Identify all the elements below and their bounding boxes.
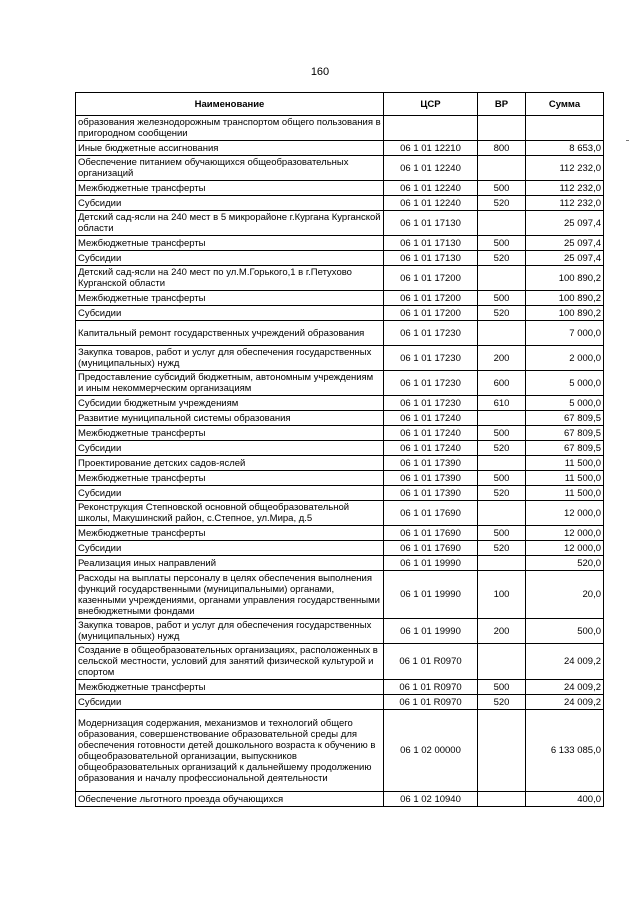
row-csr-cell: 06 1 01 R0970 xyxy=(384,680,478,695)
row-csr-cell: 06 1 01 17240 xyxy=(384,441,478,456)
row-name-cell: Расходы на выплаты персоналу в целях обеспечения выполнения функций государственными (муниципальными) органами, казенными учреждениями, органами управления государственными внебюджетными фондами xyxy=(76,571,384,619)
row-vr-cell: 520 xyxy=(478,486,526,501)
row-name-cell: Детский сад-ясли на 240 мест по ул.М.Горького,1 в г.Петухово Курганской области xyxy=(76,266,384,291)
table-row xyxy=(76,441,604,456)
row-sum-cell: 112 232,0 xyxy=(526,181,604,196)
row-vr-cell: 500 xyxy=(478,680,526,695)
row-sum-cell: 12 000,0 xyxy=(526,526,604,541)
row-csr-cell: 06 1 02 10940 xyxy=(384,792,478,807)
row-sum-cell: 24 009,2 xyxy=(526,680,604,695)
table-row xyxy=(76,619,604,644)
row-vr-cell xyxy=(478,501,526,526)
row-name-cell: Реализация иных направлений xyxy=(76,556,384,571)
row-name-cell: Капитальный ремонт государственных учреждений образования xyxy=(76,321,384,346)
row-vr-cell xyxy=(478,710,526,792)
page-number: 160 xyxy=(310,66,330,78)
table-row xyxy=(76,196,604,211)
row-sum-cell: 112 232,0 xyxy=(526,196,604,211)
table-row xyxy=(76,321,604,346)
row-vr-cell xyxy=(478,156,526,181)
table-row xyxy=(76,710,604,792)
row-csr-cell: 06 1 01 12240 xyxy=(384,181,478,196)
row-name-cell: Закупка товаров, работ и услуг для обеспечения государственных (муниципальных) нужд xyxy=(76,619,384,644)
row-csr-cell: 06 1 01 17230 xyxy=(384,396,478,411)
row-name-cell: Межбюджетные трансферты xyxy=(76,471,384,486)
table-row xyxy=(76,211,604,236)
table-row xyxy=(76,571,604,619)
row-sum-cell: 520,0 xyxy=(526,556,604,571)
row-name-cell: Межбюджетные трансферты xyxy=(76,426,384,441)
row-sum-cell: 12 000,0 xyxy=(526,501,604,526)
row-sum-cell: 25 097,4 xyxy=(526,236,604,251)
table-header-row xyxy=(76,93,604,116)
table-row xyxy=(76,556,604,571)
row-csr-cell: 06 1 01 17690 xyxy=(384,541,478,556)
header-sum: Сумма xyxy=(526,93,604,116)
budget-table xyxy=(75,92,604,807)
row-vr-cell: 200 xyxy=(478,346,526,371)
row-csr-cell: 06 1 01 17390 xyxy=(384,456,478,471)
table-row xyxy=(76,156,604,181)
row-sum-cell: 11 500,0 xyxy=(526,486,604,501)
row-name-cell: Иные бюджетные ассигнования xyxy=(76,141,384,156)
row-csr-cell: 06 1 01 17130 xyxy=(384,251,478,266)
row-vr-cell: 520 xyxy=(478,251,526,266)
row-csr-cell: 06 1 01 19990 xyxy=(384,571,478,619)
row-csr-cell: 06 1 01 12240 xyxy=(384,196,478,211)
row-vr-cell xyxy=(478,556,526,571)
row-csr-cell: 06 1 01 17390 xyxy=(384,471,478,486)
row-name-cell: Обеспечение льготного проезда обучающихся xyxy=(76,792,384,807)
row-name-cell: Субсидии xyxy=(76,541,384,556)
row-sum-cell: 12 000,0 xyxy=(526,541,604,556)
table-row xyxy=(76,486,604,501)
table-row xyxy=(76,501,604,526)
row-vr-cell xyxy=(478,456,526,471)
row-csr-cell: 06 1 01 17130 xyxy=(384,211,478,236)
row-csr-cell: 06 1 01 12240 xyxy=(384,156,478,181)
table-row xyxy=(76,526,604,541)
header-csr: ЦСР xyxy=(384,93,478,116)
row-sum-cell: 2 000,0 xyxy=(526,346,604,371)
row-name-cell: Субсидии xyxy=(76,251,384,266)
row-csr-cell: 06 1 01 R0970 xyxy=(384,695,478,710)
row-sum-cell: 8 653,0 xyxy=(526,141,604,156)
margin-mark xyxy=(626,140,629,141)
row-name-cell: Модернизация содержания, механизмов и технологий общего образования, совершенствование образовательной среды для обеспечения готовности детей дошкольного возраста к обучению в общеобразовательной организации, выпускников общеобразовательных организаций к дальнейшему продолжению образования и началу профессиональной деятельности xyxy=(76,710,384,792)
row-sum-cell: 25 097,4 xyxy=(526,211,604,236)
row-sum-cell: 20,0 xyxy=(526,571,604,619)
row-name-cell: Субсидии xyxy=(76,306,384,321)
row-csr-cell: 06 1 02 00000 xyxy=(384,710,478,792)
budget-table-container xyxy=(75,92,603,807)
row-vr-cell xyxy=(478,321,526,346)
row-name-cell: Межбюджетные трансферты xyxy=(76,291,384,306)
row-sum-cell: 5 000,0 xyxy=(526,396,604,411)
row-name-cell: Межбюджетные трансферты xyxy=(76,680,384,695)
row-csr-cell: 06 1 01 17690 xyxy=(384,501,478,526)
row-vr-cell xyxy=(478,411,526,426)
row-csr-cell: 06 1 01 12210 xyxy=(384,141,478,156)
table-row xyxy=(76,266,604,291)
row-csr-cell: 06 1 01 17230 xyxy=(384,321,478,346)
row-name-cell: Развитие муниципальной системы образования xyxy=(76,411,384,426)
row-csr-cell: 06 1 01 17230 xyxy=(384,371,478,396)
row-sum-cell: 67 809,5 xyxy=(526,426,604,441)
table-row xyxy=(76,181,604,196)
row-vr-cell xyxy=(478,266,526,291)
row-sum-cell: 24 009,2 xyxy=(526,644,604,680)
row-csr-cell: 06 1 01 17240 xyxy=(384,411,478,426)
row-csr-cell: 06 1 01 17200 xyxy=(384,291,478,306)
row-name-cell: Реконструкция Степновской основной общеобразовательной школы, Макушинский район, с.Степное, ул.Мира, д.5 xyxy=(76,501,384,526)
row-vr-cell: 500 xyxy=(478,526,526,541)
row-csr-cell: 06 1 01 19990 xyxy=(384,556,478,571)
header-name: Наименование xyxy=(76,93,384,116)
table-row xyxy=(76,644,604,680)
row-sum-cell: 6 133 085,0 xyxy=(526,710,604,792)
row-csr-cell: 06 1 01 17230 xyxy=(384,346,478,371)
row-csr-cell: 06 1 01 19990 xyxy=(384,619,478,644)
row-name-cell: Детский сад-ясли на 240 мест в 5 микрорайоне г.Кургана Курганской области xyxy=(76,211,384,236)
row-csr-cell: 06 1 01 17200 xyxy=(384,306,478,321)
row-csr-cell: 06 1 01 17690 xyxy=(384,526,478,541)
row-vr-cell xyxy=(478,211,526,236)
row-sum-cell: 100 890,2 xyxy=(526,291,604,306)
row-vr-cell: 500 xyxy=(478,426,526,441)
row-name-cell: Проектирование детских садов-яслей xyxy=(76,456,384,471)
row-sum-cell: 400,0 xyxy=(526,792,604,807)
row-sum-cell: 24 009,2 xyxy=(526,695,604,710)
row-sum-cell: 11 500,0 xyxy=(526,471,604,486)
row-vr-cell: 610 xyxy=(478,396,526,411)
row-vr-cell xyxy=(478,792,526,807)
table-body xyxy=(76,116,604,807)
row-name-cell: Предоставление субсидий бюджетным, автономным учреждениям и иным некоммерческим организациям xyxy=(76,371,384,396)
row-vr-cell xyxy=(478,116,526,141)
row-name-cell: Субсидии xyxy=(76,695,384,710)
row-vr-cell: 200 xyxy=(478,619,526,644)
table-row xyxy=(76,396,604,411)
row-vr-cell xyxy=(478,644,526,680)
table-row xyxy=(76,456,604,471)
table-row xyxy=(76,792,604,807)
row-name-cell: Закупка товаров, работ и услуг для обеспечения государственных (муниципальных) нужд xyxy=(76,346,384,371)
header-vr: ВР xyxy=(478,93,526,116)
table-row xyxy=(76,371,604,396)
row-name-cell: Обеспечение питанием обучающихся общеобразовательных организаций xyxy=(76,156,384,181)
table-row xyxy=(76,695,604,710)
row-vr-cell: 520 xyxy=(478,541,526,556)
row-csr-cell xyxy=(384,116,478,141)
table-row xyxy=(76,291,604,306)
row-csr-cell: 06 1 01 R0970 xyxy=(384,644,478,680)
table-row xyxy=(76,251,604,266)
row-vr-cell: 800 xyxy=(478,141,526,156)
row-name-cell: Субсидии xyxy=(76,441,384,456)
table-row xyxy=(76,680,604,695)
row-vr-cell: 500 xyxy=(478,181,526,196)
row-csr-cell: 06 1 01 17200 xyxy=(384,266,478,291)
row-sum-cell: 67 809,5 xyxy=(526,441,604,456)
row-name-cell: Создание в общеобразовательных организациях, расположенных в сельской местности, условий для занятий физической культурой и спортом xyxy=(76,644,384,680)
row-csr-cell: 06 1 01 17390 xyxy=(384,486,478,501)
row-vr-cell: 520 xyxy=(478,196,526,211)
row-sum-cell: 7 000,0 xyxy=(526,321,604,346)
row-sum-cell: 100 890,2 xyxy=(526,266,604,291)
row-name-cell: Межбюджетные трансферты xyxy=(76,181,384,196)
row-name-cell: Субсидии бюджетным учреждениям xyxy=(76,396,384,411)
row-vr-cell: 600 xyxy=(478,371,526,396)
row-vr-cell: 100 xyxy=(478,571,526,619)
table-row xyxy=(76,426,604,441)
row-name-cell: Межбюджетные трансферты xyxy=(76,236,384,251)
row-sum-cell: 112 232,0 xyxy=(526,156,604,181)
row-csr-cell: 06 1 01 17240 xyxy=(384,426,478,441)
row-vr-cell: 520 xyxy=(478,441,526,456)
row-name-cell: Межбюджетные трансферты xyxy=(76,526,384,541)
table-row xyxy=(76,141,604,156)
row-sum-cell: 100 890,2 xyxy=(526,306,604,321)
table-row xyxy=(76,346,604,371)
row-name-cell: Субсидии xyxy=(76,196,384,211)
table-row xyxy=(76,411,604,426)
row-vr-cell: 500 xyxy=(478,291,526,306)
row-name-cell: образования железнодорожным транспортом общего пользования в пригородном сообщении xyxy=(76,116,384,141)
row-sum-cell: 67 809,5 xyxy=(526,411,604,426)
row-sum-cell: 500,0 xyxy=(526,619,604,644)
row-sum-cell: 11 500,0 xyxy=(526,456,604,471)
row-vr-cell: 520 xyxy=(478,695,526,710)
row-vr-cell: 500 xyxy=(478,471,526,486)
table-row xyxy=(76,306,604,321)
row-vr-cell: 520 xyxy=(478,306,526,321)
row-csr-cell: 06 1 01 17130 xyxy=(384,236,478,251)
table-row xyxy=(76,116,604,141)
row-sum-cell xyxy=(526,116,604,141)
table-row xyxy=(76,541,604,556)
row-sum-cell: 25 097,4 xyxy=(526,251,604,266)
table-row xyxy=(76,471,604,486)
table-row xyxy=(76,236,604,251)
row-name-cell: Субсидии xyxy=(76,486,384,501)
row-vr-cell: 500 xyxy=(478,236,526,251)
row-sum-cell: 5 000,0 xyxy=(526,371,604,396)
